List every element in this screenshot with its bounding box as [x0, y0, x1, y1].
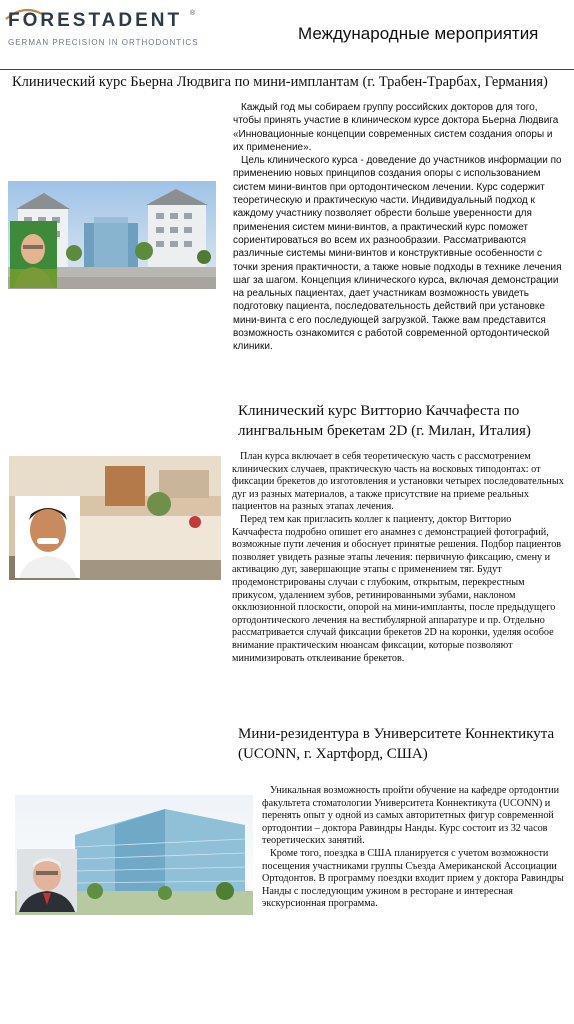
header-divider	[0, 69, 574, 70]
section3-title: Мини-резидентура в Университете Коннектикута (UCONN, г. Хартфорд, США)	[238, 726, 555, 762]
section3-paragraph: Уникальная возможность пройти обучение на кафедре ортодонтии факультета стоматологии Университета Коннектикута (UCONN) и перенять опыт у одной из самых авторитетных фигур современной ортодонтии – доктора Равиндры Нанды. Курс состоит из 32 часов теоретических занятий.	[262, 785, 560, 847]
logo-tagline: GERMAN PRECISION IN ORTHODONTICS	[8, 38, 199, 47]
section1-paragraph: Цель клинического курса - доведение до участников информации по применению новых принципов создания опоры с использованием систем мини-винтов при ортодонтическом лечении. Курс содержит теоретическую и практическую части. Индивидуальный подход к каждому участнику позволяет обрести больше уверенности для применения систем мини-винтов, а практический курс поможет сориентироваться во всем их разнообразии. Рассматриваются различные системы мини-винтов и конструктивные особенности с точки зрения практичности, а также новые подходы в технике лечения шаг за шагом. Концепция клинического курса, включая демонстрации на реальных пациентах, дает участникам возможность увидеть подготовку пациента, последовательность действий при установке мини-винта с его последующей загрузкой. Также вам представится возможность ознакомится с работой современной ортодонтической клиники.	[233, 155, 562, 353]
section2-paragraph: Перед тем как пригласить коллег к пациенту, доктор Витторио Каччафеста подробно опишет его анамнез с демонстрацией фотографий, возможные пути лечения и обоснует принятые решения. Подбор пациентов позволяет увидеть разные этапы лечения: первичную фиксацию, смену и активацию дуг, завершающие этапы с применением тяг. Будут продемонстрированы случаи с глубоким, открытым, перекрестным прикусом, удалением зубов, ретинированными зубами, наклоном окклюзионной плоскости, опорой на мини-импланты, после предыдущего ортодонтического лечения на вестибулярной аппаратуре и пр. Отдельно рассматривается случай фиксации брекетов 2D на коронки, уделяя особое внимание практическим нюансам фиксации, которые позволяют минимизировать отклеивание брекетов.	[232, 513, 562, 664]
section3-text	[262, 785, 564, 911]
section3-paragraph: Кроме того, поездка в США планируется с учетом возможности посещения участниками группы Съезда Американской Ассоциации Ортодонтов. В программу поездки входит прием у доктора Равиндры Нанды с последующим ужином в ресторане и интересная экскурсионная программа.	[262, 847, 564, 910]
logo-trademark: ®	[190, 10, 196, 17]
section2-paragraph: План курса включает в себя теоретическую часть с рассмотрением клинических случаев, практическую часть на восковых типодонтах: от фиксации брекетов до изготовления и установки четырех последовательных дуг из разных материалов, а также присутствие на приеме реальных пациентов на разных этапах лечения.	[232, 451, 564, 513]
company-logo: FORESTADENT	[8, 10, 183, 31]
ludwig-portrait-photo	[10, 221, 57, 288]
nanda-portrait-photo	[17, 849, 77, 912]
cacciafesta-portrait-photo	[15, 496, 80, 578]
section2-text	[232, 451, 564, 665]
section1-text	[233, 101, 563, 354]
section1-paragraph: Каждый год мы собираем группу российских докторов для того, чтобы принять участие в клиническом курсе доктора Бьерна Людвига «Инновационные концепции современных систем создания опоры и их применение».	[233, 102, 559, 153]
section2-title: Клинический курс Витторио Каччафеста по лингвальным брекетам 2D (г. Милан, Италия)	[238, 403, 531, 439]
page-title: Международные мероприятия	[298, 24, 539, 43]
section1-title: Клинический курс Бьерна Людвига по мини-имплантам (г. Трабен-Трарбах, Германия)	[12, 74, 548, 90]
